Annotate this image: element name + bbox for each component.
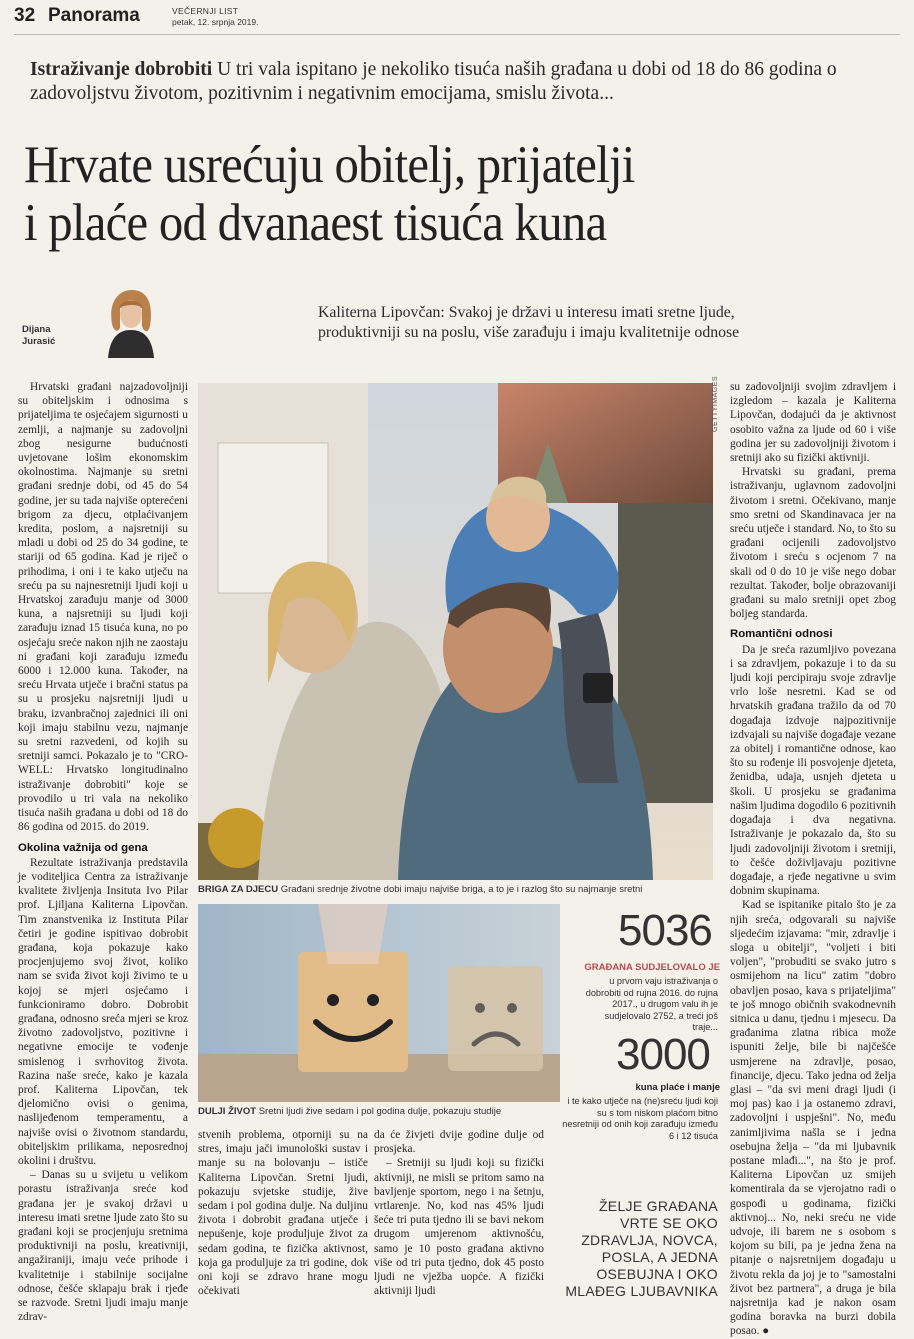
col5-paragraph-3: Da je sreća razumljivo povezana i sa zdravljem, pokazuje i to da su ljudi koji percipiraju svoje zdravlje vrlo loše nesretni. Kad se od hrvatskih građana tražilo da od 70 događaja izdvoje najpozitivnije izdvajali su najviše događaje vezane za obitelj i romantične odnose, kao što su rođenje ili posvojenje djeteta, ženidba, udaja, usnjeh djeteta u školi. U prosjeku se građanima našim ljudima dogodilo 6 pozitivnih događaja i dva negativna. Istraživanje je pokazalo da, što su ljudi zadovoljniji životom i sretniji, to češće doživljavaju pozitivne događaje, a rjeđe negativne u svim dobnim skupinama. bbox=[730, 643, 896, 898]
kicker-label: Istraživanje dobrobiti bbox=[30, 59, 213, 80]
stat2-text: i te kako utječe na (ne)sreću ljudi koji su s tom niskom plaćom bitno nesretniji od onih koji zarađuju između 6 i 12 tisuća bbox=[562, 1096, 718, 1141]
col2-paragraph: stvenih problema, otporniji su na stres, imaju jači imunološki sustav i manje su na bolovanju – ističe Kaliterna Lipovčan. Sretni ljudi, pokazuju svjetske studije, žive sedam i pol godina dulje. Na duljinu života i dobrobit građana utječe i nepušenje, koje produljuje život za sedam godina, te fizička aktivnost, koja ga produljuje za tri godine, dok oni koji se zdravo hrane mogu očekivati bbox=[198, 1129, 368, 1298]
family-photo bbox=[198, 383, 713, 880]
kicker-text: U tri vala ispitano je nekoliko tisuća naših građana u dobi od 18 do 86 godina o zadovoljstvu životom, pozitivnim i negativnim emocijama, smislu života... bbox=[30, 59, 837, 104]
col5-paragraph-4: Kad se ispitanike pitalo što je za njih sreća, odgovarali su najviše sljedećim izjavama: "mir, zdravlje i sloga u obitelji", "voljeti i biti voljen", "probuditi se svako jutro s osmijehom na licu" zatim "dobro obavljen posao, kava s prijateljima" te još mnogo običnih svakodnevnih sitnica u danu, tjednu i mjesecu. Da građanima zlatna ribica može ispuniti želje, bile bi najčešće usmjerene na zdravlje, posao, financije, djecu. Tako jedna od želja glasi – "da svi meni dragi ljudi (i moj pas) kao i ja ostanemo zdravi, zadovoljni i uspješni". No, među zanimljivima našla se i jedna osebujna želja – "da mi ljubavnik postane mlađi...", na što je prof. Kaliterna Lipovčan uz smijeh komentirala da se vjerojatno radi o gospođi u godinama, fizički aktivnoj... No, neki sreću ne vide udvoje, ili barem ne s osobom s kojom su bili, pa je jedna žena na pitanje o najsretnijem događaju u životu rekla da joj je to "samostalni život bez partnera", a druga je bila najsretnija kad je nakon osam godina boravka na burzi dobila posao. ● bbox=[730, 899, 896, 1338]
author-first-name: Dijana bbox=[22, 324, 51, 335]
masthead-rule bbox=[14, 34, 900, 35]
stat1-number: 5036 bbox=[618, 906, 712, 955]
paper-name: VEČERNJI LIST bbox=[172, 6, 239, 16]
headline-line-1: Hrvate usrećuju obitelj, prijatelji bbox=[24, 136, 635, 194]
standfirst-line-1: Kaliterna Lipovčan: Svakoj je državi u interesu imati sretne ljude, bbox=[318, 304, 735, 321]
photo2-caption-label: DULJI ŽIVOT bbox=[198, 1106, 257, 1117]
author-last-name: Jurasić bbox=[22, 336, 56, 347]
photo1-caption-text: Građani srednje životne dobi imaju najviše briga, a to je i razlog što su najmanje sretni bbox=[280, 884, 643, 895]
col1-paragraph-1: Hrvatski građani najzadovoljniji su obiteljskim i odnosima s prijateljima te osjećajem sigurnosti u zemlji, a najmanje su zadovoljni zbog nesigurne budućnosti uvjetovane lošim ekonomskim okolnostima. Najmanje su sretni građani srednje dobi, od 45 do 54 godine, jer su tada najviše opterećeni brigom za djecu, otplaćivanjem kredita, poslom, a najsretniji su mladi u dobi od 25 do 34 godine, te stariji od 65 godina. Kad je riječ o prihodima, i oni i te kako utječu na sreću pa su najnesretniji ljudi koji u Hrvatskoj zarađuju manje od 3000 kuna, a najsretniji su ljudi koji zarađuju iznad 15 tisuća kuna, no po osjećaju sreće nakon njih ne zaostaju ni građani koji zarađuju između 6000 i 12.000 kuna. Također, na sreću Hrvata utječe i bračni status pa su u prosjeku najsretniji ljudi u braku, izvanbračnoj zajednici ili oni koji imaju stabilnu vezu, najmanje su sretni razvedeni, od kojih su sretniji samci. Pokazalo je to "CRO-WELL: Hrvatsko longitudinalno istraživanje dobrobiti" koje se provodilo u tri vala na nekoliko tisuća naših građana u dobi od 18 do 86 godina od 2015. do 2019. bbox=[18, 381, 188, 834]
column-1 bbox=[18, 380, 188, 1324]
col1-paragraph-3: – Danas su u svijetu u velikom porastu istraživanja sreće kod građana jer je svakoj državi u interesu imati sretne ljude zato što su građani koji se procjenjuju sretnima produktivniji na poslu, kreativniji, angažiraniji, imaju veće prihode i kvalitetnije i stabilnije socijalne odnose, češće sklapaju brak i rjeđe se razvode. Sretni ljudi imaju manje zdrav- bbox=[18, 1169, 188, 1324]
headline-line-2: i plaće od dvanaest tisuća kuna bbox=[24, 194, 607, 252]
photo2-caption bbox=[198, 1106, 560, 1118]
col5-subhead: Romantični odnosi bbox=[730, 628, 833, 641]
column-3-bottom bbox=[374, 1128, 544, 1300]
col3-paragraph-2: – Sretniji su ljudi koji su fizički aktivniji, ne misli se pritom samo na bavljenje sportom, nego i na šetnju, vrtlarenje. No, kod nas 45% ljudi šeće tri puta tjedno ili se bavi nekom drugom umjerenom aktivnošću, samo je 10 posto građana aktivno više od tri puta tjedno, dok 45 posto ljudi ne vježba uopće. A fizički aktivniji ljudi bbox=[374, 1157, 544, 1298]
col3-paragraph-1: da će živjeti dvije godine dulje od prosjeka. bbox=[374, 1129, 544, 1156]
column-2-bottom bbox=[198, 1128, 368, 1300]
standfirst bbox=[318, 303, 908, 343]
paper-date: petak, 12. srpnja 2019. bbox=[172, 17, 259, 27]
standfirst-line-2: produktivniji su na poslu, više zarađuju i imaju kvalitetnije odnose bbox=[318, 324, 740, 341]
photo-credit: GETTYIMAGES bbox=[712, 375, 719, 432]
section-name: Panorama bbox=[48, 5, 140, 26]
stat1-text: u prvom vaju istraživanja o dobrobiti od rujna 2016. do rujna 2017., u drugom valu ih je sudjelovalo 2752, a treći još traje... bbox=[585, 976, 718, 1033]
photo1-caption-label: BRIGA ZA DJECU bbox=[198, 884, 279, 895]
stat1-label: GRAĐANA SUDJELOVALO JE bbox=[584, 962, 720, 973]
col1-subhead: Okolina važnija od gena bbox=[18, 841, 148, 854]
col5-paragraph-2: Hrvatski su građani, prema istraživanju, uglavnom zadovoljni životom i sretni. Očekivano, manje smo sretni od Skandinavaca jer na sreću utječe i standard. No, to što su građani ocijenili zadovoljstvo životom i sreću s ocjenom 7 na skali od 0 do 10 je više nego dobar rezultat. Također, bolje obrazovaniji građani su malo sretniji opet zbog boljeg standarda. bbox=[730, 466, 896, 621]
headline bbox=[24, 136, 834, 252]
stat2-label: kuna plaće i manje bbox=[635, 1082, 720, 1093]
author-photo bbox=[98, 286, 164, 358]
photo1-caption bbox=[198, 884, 718, 896]
photo2-caption-text: Sretni ljudi žive sedam i pol godina dulje, pokazuju studije bbox=[258, 1106, 502, 1117]
smiley-blocks-photo bbox=[198, 904, 560, 1102]
col5-paragraph-1: su zadovoljniji svojim zdravljem i izgledom – kazala je Kaliterna Lipovčan, dodajući da je aktivnost osobito važna za ljude od 60 i više godina jer su zadovoljniji životom i sretniji ako su fizički aktivniji. bbox=[730, 381, 896, 465]
page-number: 32 bbox=[14, 5, 36, 26]
kicker bbox=[30, 58, 880, 106]
stat2-number: 3000 bbox=[616, 1030, 710, 1079]
col1-paragraph-2: Rezultate istraživanja predstavila je voditeljica Centra za istraživanje kvalitete življenja Insituta Ivo Pilar prof. Ljiljana Kaliterna Lipovčan. Tim znanstvenika iz Instituta Pilar četiri je godine ispitivao dobrobit građana, koja pokazuje kako procjenjujemo svoj život, koliko nam se sviđa život koji živimo te u kojoj se mjeri osjećamo i funkcioniramo dobro. Dobrobit građana, odnosno sreća mjeri se kroz životno zadovoljstvo, pozitivne i negativne emocije te vođenje smislenog i svrhovitog života. Razina naše sreće, kako je kazala prof. Kaliterna Lipovčan, tek djelomično ovisi o genima, naslijeđenom temperamentu, a najviše ovisi o životnom standardu, obiteljskim prilikama, neposrednoj okolini i društvu. bbox=[18, 856, 188, 1167]
pull-quote: ŽELJE GRAĐANA VRTE SE OKO ZDRAVLJA, NOVCA, POSLA, A JEDNA OSEBUJNA I OKO MLAĐEG LJUBAVNIKA bbox=[565, 1198, 718, 1299]
column-5 bbox=[730, 380, 896, 1338]
